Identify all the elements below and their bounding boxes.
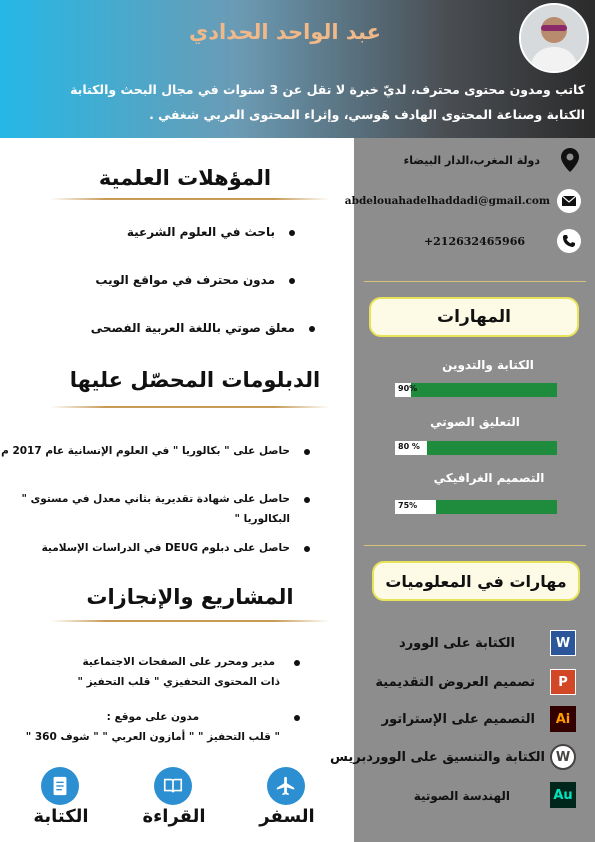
computer-skill-label: التصميم على الإستراتور [381,712,535,727]
email-icon [557,189,581,213]
header-banner [0,0,595,138]
sidebar-divider [364,281,586,282]
skill-bar [395,441,557,455]
diplomas-divider [50,406,330,408]
word-icon: W [550,630,576,656]
skill-bar [395,383,557,397]
skill-percent: 80 % [398,442,420,451]
projects-divider [50,620,330,622]
projects-title: المشاريع والإنجازات [86,585,294,609]
diploma-item: حاصل على " بكالوريا " في العلوم الإنسانية عام 2017 م [1,441,290,461]
project-item-line: مدون على موقع : [106,711,200,723]
skill-label: التعليق الصوتي [430,415,520,429]
skill-label: الكتابة والتدوين [442,358,534,372]
document-icon [41,767,79,805]
project-item-line: ذات المحتوى التحفيزي " قلب التحفيز " [77,676,280,688]
bio [30,77,585,127]
airplane-icon [267,767,305,805]
project-item-line: مدير ومحرر على الصفحات الاجتماعية [82,656,275,668]
qualifications-title: المؤهلات العلمية [98,166,272,190]
phone-number[interactable]: +212632465966 [423,235,525,248]
hobby-label: الكتابة [33,806,89,827]
qualification-item: مدون محترف في مواقع الويب [95,270,275,290]
project-item-line: " قلب التحفيز " " أمازون العربي " " شوف 360 " [25,731,280,743]
hobby-label: القراءة [142,806,206,827]
skill-label: التصميم الغرافيكي [433,471,545,485]
bio-line-1: كاتب ومدون محتوى محترف، لديّ خبرة لا تقل عن 3 سنوات في مجال البحث والكتابة [70,82,585,97]
bio-line-2: الكتابة وصناعة المحتوى الهادف هَوسي، وإثراء المحتوى العربي شغفي . [149,107,585,122]
skill-percent: 90% [398,384,418,393]
computer-skills-title: مهارات في المعلوميات [372,561,580,601]
powerpoint-icon: P [550,669,576,695]
full-name: عبد الواحد الحدادي [189,20,381,44]
skill-fill [411,383,557,397]
qualification-item: باحث في العلوم الشرعية [127,222,275,242]
project-item [26,707,280,747]
skill-bar [395,500,557,514]
avatar [519,3,589,73]
computer-skill-label: تصميم العروض التقديمية [375,675,535,690]
location-pin-icon [558,148,582,172]
computer-skill-label: الكتابة على الوورد [399,636,515,651]
skill-percent: 75% [398,501,418,510]
diploma-item: حاصل على دبلوم DEUG في الدراسات الإسلامية [42,538,290,558]
phone-icon [557,229,581,253]
hobby-label: السفر [259,806,315,827]
diploma-item: حاصل على شهادة تقديرية بثاني معدل في مستوى " البكالوريا " [0,489,290,529]
address-text: دولة المغرب،الدار البيضاء [403,154,540,167]
illustrator-icon: Ai [550,706,576,732]
wordpress-icon: W [550,744,576,770]
project-item [78,652,281,692]
book-icon [154,767,192,805]
skills-title: المهارات [369,297,579,337]
computer-skill-label: الهندسة الصوتية [413,789,510,803]
email-link[interactable]: abdelouahadelhaddadi@gmail.com [344,195,550,207]
diplomas-title: الدبلومات المحصّل عليها [69,368,321,392]
skill-fill [427,441,557,455]
qualification-item: معلق صوتي باللغة العربية الفصحى [91,318,295,338]
audition-icon: Au [550,782,576,808]
qualifications-divider [50,198,330,200]
sidebar-divider [364,545,586,546]
skill-fill [436,500,558,514]
computer-skill-label: الكتابة والتنسيق على الووردبريس [329,750,545,765]
